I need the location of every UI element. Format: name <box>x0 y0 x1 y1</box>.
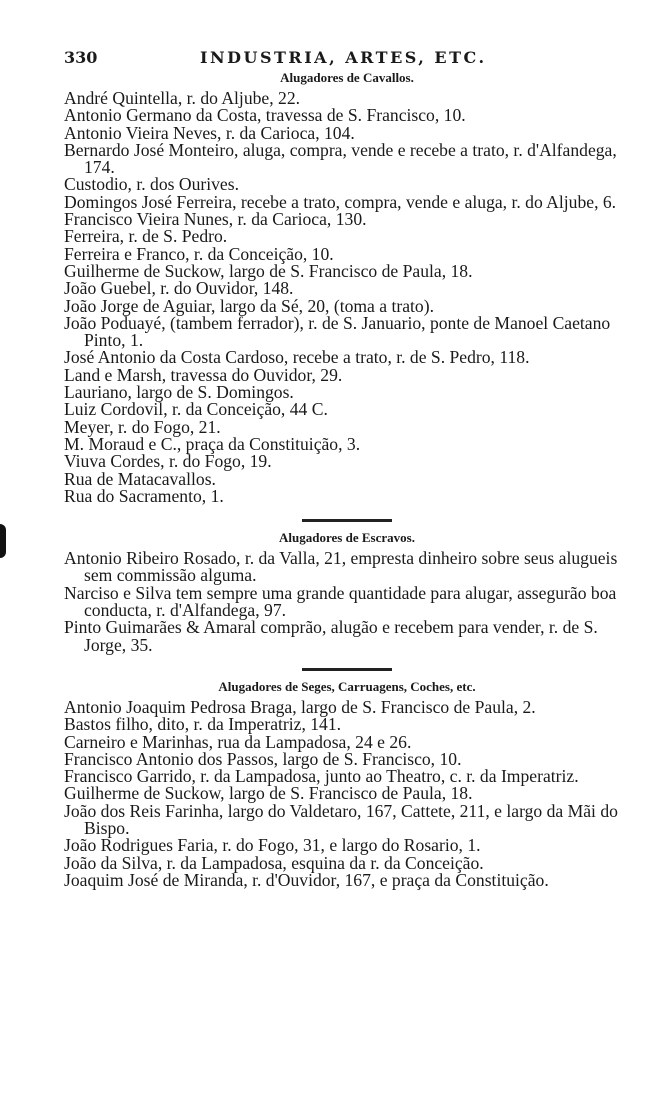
list-entry: José Antonio da Costa Cardoso, recebe a trato, r. de S. Pedro, 118. <box>64 347 530 368</box>
list-entry: Antonio Ribeiro Rosado, r. da Valla, 21, empresta dinheiro sobre seus alugueis sem commissão alguma. <box>64 548 618 586</box>
list-entry: Antonio Joaquim Pedrosa Braga, largo de S. Francisco de Paula, 2. <box>64 696 536 717</box>
list-entry: João da Silva, r. da Lampadosa, esquina da r. da Conceição. <box>64 852 484 873</box>
list-entry: Bastos filho, dito, r. da Imperatriz, 141. <box>64 714 342 735</box>
section-heading: Alugadores de Cavallos. <box>280 70 414 85</box>
list-entry: Carneiro e Marinhas, rua da Lampadosa, 24 e 26. <box>64 731 412 752</box>
list-entry: Luiz Cordovil, r. da Conceição, 44 C. <box>64 399 328 420</box>
list-entry: André Quintella, r. do Aljube, 22. <box>64 88 301 108</box>
list-entry: Joaquim José de Miranda, r. d'Ouvidor, 167, e praça da Constituição. <box>64 869 549 890</box>
list-entry: Francisco Antonio dos Passos, largo de S. Francisco, 10. <box>64 748 462 769</box>
list-entry: João dos Reis Farinha, largo do Valdetaro, 167, Cattete, 211, e largo da Mãi do Bispo. <box>64 800 618 838</box>
page-number: 330 <box>64 48 98 67</box>
list-entry: Bernardo José Monteiro, aluga, compra, vende e recebe a trato, r. d'Alfandega, 174. <box>64 139 617 178</box>
list-entry: João Jorge de Aguiar, largo da Sé, 20, (toma a trato). <box>64 295 434 316</box>
section-seges <box>64 679 630 889</box>
list-entry: Viuva Cordes, r. do Fogo, 19. <box>64 451 272 472</box>
list-entry: M. Moraud e C., praça da Constituição, 3. <box>64 433 361 454</box>
list-entry: Guilherme de Suckow, largo de S. Francisco de Paula, 18. <box>64 260 473 281</box>
list-entry: Domingos José Ferreira, recebe a trato, compra, vende e aluga, r. do Aljube, 6. <box>64 191 617 212</box>
list-entry: Francisco Vieira Nunes, r. da Carioca, 130. <box>64 209 367 230</box>
running-header <box>64 48 630 70</box>
list-entry: Ferreira, r. de S. Pedro. <box>64 226 228 247</box>
list-entry: Land e Marsh, travessa do Ouvidor, 29. <box>64 364 343 385</box>
list-entry: Antonio Vieira Neves, r. da Carioca, 104. <box>64 122 355 143</box>
page-edge-mark <box>0 524 6 558</box>
section-heading: Alugadores de Escravos. <box>279 530 415 546</box>
list-entry: Rua de Matacavallos. <box>64 468 216 489</box>
list-entry: Pinto Guimarães & Amaral comprão, alugão e recebem para vender, r. de S. Jorge, 35. <box>64 617 598 655</box>
list-entry: Custodio, r. dos Ourives. <box>64 174 239 195</box>
list-entry: Guilherme de Suckow, largo de S. Francisco de Paula, 18. <box>64 783 473 804</box>
section-escravos <box>64 530 630 654</box>
list-entry: Narciso e Silva tem sempre uma grande quantidade para alugar, assegurão boa conducta, r. d'Alfandega, 97. <box>64 582 617 621</box>
list-entry: Rua do Sacramento, 1. <box>64 485 224 506</box>
section-cavallos <box>64 70 630 505</box>
list-entry: Meyer, r. do Fogo, 21. <box>64 416 221 437</box>
running-title: INDUSTRIA, ARTES, ETC. <box>200 48 487 67</box>
list-entry: João Rodrigues Faria, r. do Fogo, 31, e largo do Rosario, 1. <box>64 835 481 856</box>
document-page <box>64 48 630 889</box>
list-entry: Lauriano, largo de S. Domingos. <box>64 382 294 403</box>
list-entry: Francisco Garrido, r. da Lampadosa, junto ao Theatro, c. r. da Imperatriz. <box>64 766 579 787</box>
list-entry: Ferreira e Franco, r. da Conceição, 10. <box>64 243 334 264</box>
section-heading: Alugadores de Seges, Carruagens, Coches, etc. <box>218 678 476 694</box>
list-entry: João Guebel, r. do Ouvidor, 148. <box>64 278 294 299</box>
section-divider <box>302 519 392 522</box>
section-divider <box>302 668 392 671</box>
list-entry: João Poduayé, (tambem ferrador), r. de S. Januario, ponte de Manoel Caetano Pinto, 1. <box>64 312 611 351</box>
list-entry: Antonio Germano da Costa, travessa de S. Francisco, 10. <box>64 105 466 126</box>
